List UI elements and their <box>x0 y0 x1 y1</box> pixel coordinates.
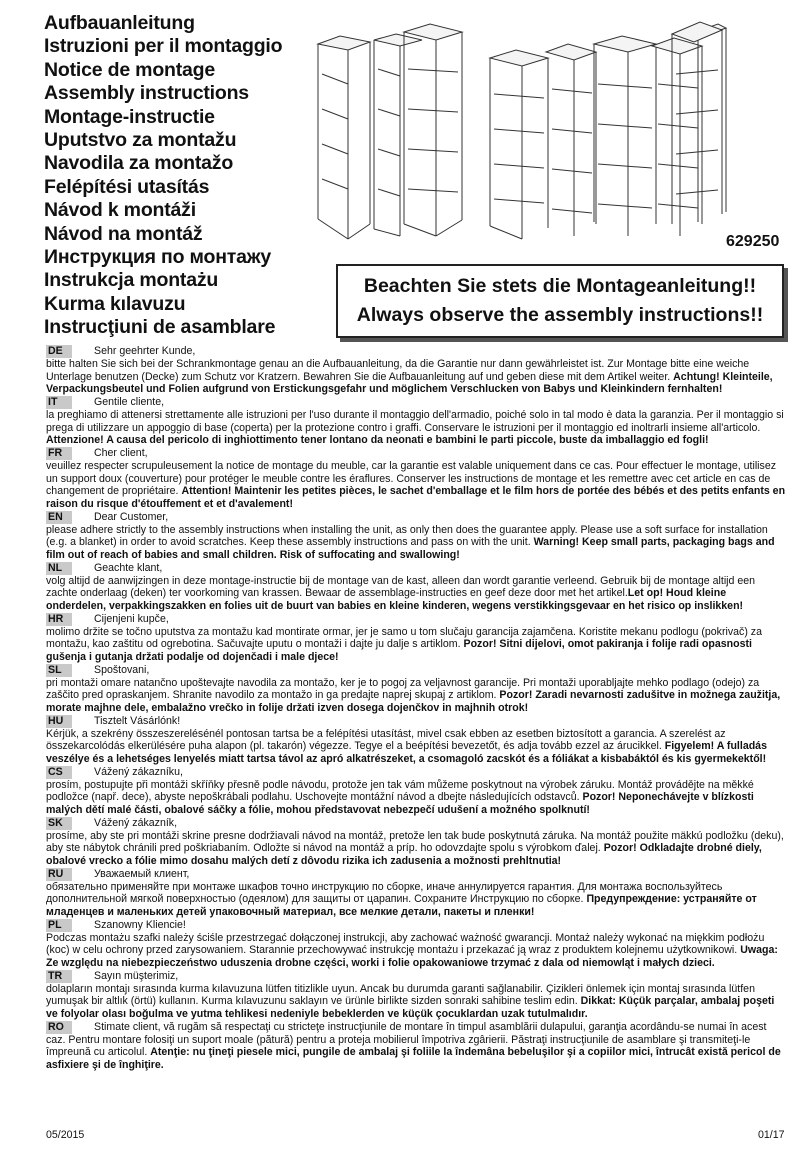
language-code-badge: FR <box>46 447 72 460</box>
instruction-body: please adhere strictly to the assembly instructions when installing the unit, as only then does the guarantee apply. Please use a soft surface for installation (e.g. a blanket) in order to avoid scratches. Keep these assembly instructions and pass on with the unit. <box>46 523 768 549</box>
greeting: Tisztelt Vásárlónk! <box>94 714 181 727</box>
language-header <box>46 396 786 409</box>
footer-date: 05/2015 <box>46 1129 85 1141</box>
language-code-badge: CS <box>46 766 72 779</box>
safety-warning: Atenţie: nu ţineţi piesele mici, pungile de ambalaj şi foliile la îndemâna bebeluşilor şi a copiilor mici, întrucât există pericol de asfixiere şi de înghiţire. <box>46 1046 781 1071</box>
language-section-hu <box>46 715 786 766</box>
safety-warning: Let op! Houd kleine onderdelen, verpakkingszakken en folies uit de buurt van babies en kleine kinderen, wegens verstikkingsgevaar en het risico op inslikken! <box>46 587 744 612</box>
instruction-text <box>46 575 786 613</box>
safety-warning: Attention! Maintenir les petites pièces, le sachet d'emballage et le film hors de portée des bébés et des petits enfants en raison du risque d'étouffement et et d'avalement! <box>46 485 786 510</box>
greeting: Sayın müşterimiz, <box>94 969 179 982</box>
language-section-it <box>46 396 786 447</box>
language-section-tr <box>46 970 786 1021</box>
language-section-sk <box>46 817 786 868</box>
language-section-ro <box>46 1021 786 1072</box>
notice-line-de: Beachten Sie stets die Montageanleitung!! <box>363 275 757 297</box>
instruction-body: Podczas montażu szafki należy ściśle przestrzegać dołączonej instrukcji, aby zachować ważność gwarancji. Montaż należy wykonać na miękkim podłożu (koc) w celu ochrony przed zarysowaniem. Starannie przechowywać instrukcję montażu i przekazać ją wraz z produktem kolejnemu użytkownikowi. <box>46 931 765 957</box>
language-code-badge: HU <box>46 715 72 728</box>
shelf-unit-right-c <box>594 36 656 236</box>
title-hr: Uputstvo za montažu <box>44 129 237 152</box>
greeting: Уважаемый клиент, <box>94 867 190 880</box>
instruction-body: обязательно применяйте при монтаже шкафов точно инструкцию по сборке, иначе аннулируется гарантия. Для монтажа воспользуйтесь дополнительной мягкой поверхностью (одеялом) для защиты от царапин. Сохраните Инструкцию по сборке. <box>46 880 723 906</box>
instruction-text <box>46 1034 786 1072</box>
instruction-body: caz. Pentru montare folosiţi un suport moale (pătură) pentru a proteja mobilierul împotriva zgârierii. Păstraţi instrucţiunile de asamblare şi transmiteţi-le împreună cu articolul. <box>46 1033 751 1059</box>
language-code-badge: SL <box>46 664 72 677</box>
language-section-en <box>46 511 786 562</box>
language-header <box>46 664 786 677</box>
greeting: Sehr geehrter Kunde, <box>94 345 196 357</box>
language-header <box>46 970 786 983</box>
instruction-body: prosíme, aby ste pri montáži skrine presne dodržiavali návod na montáž, pretože len tak bude poskytnutá záruka. Na montáž použite mäkkú podložku (deku), aby ste nábytok chránili pred poškriabaním. Odložte si návod na montáž a príp. ho odovzdajte spolu s výrobkom ďalej. <box>46 829 784 855</box>
title-sl: Navodila za montažo <box>44 152 234 175</box>
language-code-badge: EN <box>46 511 72 524</box>
greeting: Szanowny Kliencie! <box>94 918 186 931</box>
safety-warning: Uwaga: Ze względu na niebezpieczeństwo uduszenia drobne części, worki i folie opakowaniowe trzymać z dala od niemowląt i małych dzieci. <box>46 944 778 969</box>
safety-warning: Pozor! Zaradi nevarnosti zadušitve in možnega zaužitja, morate majhne dele, embalažno vrečko in folije držati izven dosega dojenčkov in majhnih otrok! <box>46 689 781 714</box>
language-section-sl <box>46 664 786 715</box>
title-pl: Instrukcja montażu <box>44 269 219 292</box>
title-list <box>44 12 344 340</box>
safety-warning: Achtung! Kleinteile, Verpackungsbeutel und Folien aufgrund von Erstickungsgefahr und möglichem Verschlucken von Babys und Kleinkindern fernhalten! <box>46 370 773 396</box>
language-section-nl <box>46 562 786 613</box>
title-it: Istruzioni per il montaggio <box>44 35 283 58</box>
language-header <box>46 447 786 460</box>
shelf-unit-right-b <box>546 44 596 236</box>
instruction-body: prosím, postupujte při montáži skříňky přesně podle návodu, protože jen tak vám můžeme poskytnout na výrobek záruku. Montáž provádějte na měkké podložce (např. dece), abyste nepoškrábali podlahu. Uschovejte montážní návod a dbejte následujících odstavců. <box>46 778 754 804</box>
instruction-text <box>46 626 786 664</box>
language-header <box>46 868 786 881</box>
safety-warning: Figyelem! A fulladás veszélye és a lehetséges lenyelés miatt tartsa távol az apró alkatrészeket, a csomagoló zacskót és a fóliákat a kisbabáktól és kis gyermekektől! <box>46 740 767 765</box>
shelf-unit-left-a <box>318 36 370 239</box>
instruction-body: veuillez respecter scrupuleusement la notice de montage du meuble, car la garantie est valable uniquement dans ce cas. Pour effectuer le montage, utilisez un support doux (couverture) pour protéger le meuble contre les éraflures. Conserver les instructions de montage et les remettre avec cet article en cas de changement de propriétaire. <box>46 459 777 498</box>
instruction-body: molimo držite se točno uputstva za montažu kad montirate ormar, jer je samo u tom slučaju garancija zajamčena. Koristite mekanu podlogu (pokrivač) za montažu, kao zaštitu od ogrebotina. Sačuvajte uputu o montaži i dajte ju dalje s artiklom. <box>46 625 762 651</box>
safety-warning: Warning! Keep small parts, packaging bags and film out of reach of babies and small children. Risk of suffocating and swallowing! <box>46 536 775 561</box>
instruction-body: volg altijd de aanwijzingen in deze montage-instructie bij de montage van de kast, alleen dan wordt garantie verleend. Gebruik bij de montage altijd een zachte onderlaag (deken) ter voorkoming van krassen. Bewaar de assemblage-instructies en geef deze door met het artikel. <box>46 574 756 600</box>
language-code-badge: RO <box>46 1021 72 1034</box>
title-cs: Návod k montáži <box>44 199 196 222</box>
title-nl: Montage-instructie <box>44 105 215 128</box>
title-fr: Notice de montage <box>44 58 216 81</box>
language-code-badge: TR <box>46 970 72 983</box>
title-sk: Návod na montáž <box>44 222 203 245</box>
instruction-body: Kérjük, a szekrény összeszerelésénél pontosan tartsa be a felépítési utasítást, mivel csak ebben az esetben biztosított a garancia. A szerelést az összekarcolódás elkerülésére puha alapon (pl. takarón) végezze. Tegye el a beépítési bevezetőt, és adja tovább ezzel az árucikkel. <box>46 727 726 753</box>
instruction-body: pri montaži omare natančno upoštevajte navodila za montažo, ker je to pogoj za veljavnost garancije. Pri montaži uporabljajte mehko podlago (odejo) za zaščito pred opraskanjem. Shranite navodilo za montažo in ga predajte naprej skupaj z artiklom. <box>46 676 760 702</box>
greeting: Dear Customer, <box>94 510 169 523</box>
language-section-ru <box>46 868 786 919</box>
greeting: Vážený zákazníku, <box>94 765 183 778</box>
instruction-text <box>46 460 786 511</box>
safety-warning: Pozor! Odkladajte drobné diely, obalové vrecko a fólie mimo dosahu malých detí z dôvodu rizika ich zadusenia a možnosti prehltnutia! <box>46 842 762 867</box>
shelf-unit-right-d <box>652 38 702 236</box>
warning-notice-box <box>336 264 784 338</box>
language-header <box>46 817 786 830</box>
language-code-badge: DE <box>46 345 72 358</box>
language-code-badge: IT <box>46 396 72 409</box>
language-header <box>46 345 786 358</box>
language-section-cs <box>46 766 786 817</box>
language-header <box>46 1021 786 1034</box>
language-sections <box>46 345 786 1072</box>
title-ru: Инструкция по монтажу <box>44 246 272 269</box>
safety-warning: Pozor! Sitni dijelovi, omot pakiranja i folije radi opasnosti gušenja i gutanja držati podalje od dojenčadi i male djece! <box>46 638 752 663</box>
language-header <box>46 919 786 932</box>
greeting: Stimate client, vă rugăm să respectaţi cu stricteţe instrucţiunile de montare în timpul asamblării dulapului, garanţia acordându-se numai în acest <box>94 1020 767 1033</box>
instruction-text <box>46 932 786 970</box>
language-section-fr <box>46 447 786 511</box>
greeting: Cijenjeni kupče, <box>94 612 169 625</box>
instruction-text <box>46 677 786 715</box>
instruction-text <box>46 779 786 817</box>
greeting: Geachte klant, <box>94 561 163 574</box>
language-header <box>46 511 786 524</box>
instruction-body: bitte halten Sie sich bei der Schrankmontage genau an die Aufbauanleitung, da die Garantie nur dann gewährleistet ist. Zur Montage bitte eine weiche Unterlage benutzen (Decke) zum Schutz vor Kratzern. Bewahren Sie die Aufbauanleitung auf und geben diese mit dem Artikel weiter. <box>46 357 750 383</box>
instruction-text <box>46 358 786 396</box>
instruction-text <box>46 409 786 447</box>
instruction-text <box>46 881 786 919</box>
title-en: Assembly instructions <box>44 82 249 105</box>
greeting: Gentile cliente, <box>94 396 165 408</box>
greeting: Vážený zákazník, <box>94 816 178 829</box>
safety-warning: Attenzione! A causa del pericolo di inghiottimento tener lontano da neonati e bambini le parti piccole, buste da imballaggio ed fogli! <box>46 434 709 447</box>
article-number: 629250 <box>726 233 780 250</box>
instruction-text <box>46 728 786 766</box>
instruction-body: la preghiamo di attenersi strettamente alle istruzioni per l'uso durante il montaggio dell'armadio, poiché solo in tal modo è data la garanzia. Per il montaggio si prega di utilizzare un appoggio di base (coperta) per la protezione contro i graffi. Conservare le istruzioni per il montaggio ed inoltrarli insieme all'articolo. <box>46 408 784 434</box>
furniture-illustration <box>312 14 782 244</box>
language-header <box>46 715 786 728</box>
instruction-text <box>46 983 786 1021</box>
shelf-unit-right-a <box>490 50 548 239</box>
title-de: Aufbauanleitung <box>44 12 195 34</box>
language-code-badge: NL <box>46 562 72 575</box>
language-code-badge: RU <box>46 868 72 881</box>
safety-warning: Pozor! Neponechávejte v blízkosti malých dětí malé části, obalové sáčky a fólie, mohou představovat nebezpečí udušení a možného spolknutí! <box>46 791 754 816</box>
language-section-pl <box>46 919 786 970</box>
title-ro: Instrucţiuni de asamblare <box>44 316 276 339</box>
language-code-badge: SK <box>46 817 72 830</box>
language-header <box>46 766 786 779</box>
language-code-badge: HR <box>46 613 72 626</box>
greeting: Cher client, <box>94 447 148 459</box>
language-code-badge: PL <box>46 919 72 932</box>
notice-line-en: Always observe the assembly instructions!! <box>356 304 764 326</box>
title-tr: Kurma kılavuzu <box>44 292 186 315</box>
shelf-unit-left-c <box>404 24 462 236</box>
instruction-body: dolapların montajı sırasında kurma kılavuzuna lütfen titizlikle uyun. Ancak bu durumda garanti sağlanabilir. Çizikleri önlemek için montaj sırasında lütfen yumuşak bir altlık (örtü) kullanın. Kurma kılavuzunu saklayın ve ürünle birlikte sizden sonraki sahibine teslim edin. <box>46 982 755 1008</box>
safety-warning: Dikkat: Küçük parçalar, ambalaj poşeti ve folyolar olası boğulma ve yutma tehlikesi nedeniyle bebeklerden ve küçük çocuklardan uzak tutulmalıdır. <box>46 995 775 1020</box>
language-header <box>46 613 786 626</box>
language-section-de <box>46 345 786 396</box>
instruction-text <box>46 524 786 562</box>
instruction-text <box>46 830 786 868</box>
footer-page-number: 01/17 <box>758 1129 785 1141</box>
language-header <box>46 562 786 575</box>
title-hu: Felépítési utasítás <box>44 175 210 198</box>
language-section-hr <box>46 613 786 664</box>
greeting: Spoštovani, <box>94 663 150 676</box>
safety-warning: Предупреждение: устраняйте от младенцев и маленьких детей упаковочный материал, все мелкие детали, пакеты и пленки! <box>46 893 757 918</box>
shelf-unit-left-b <box>374 34 422 236</box>
